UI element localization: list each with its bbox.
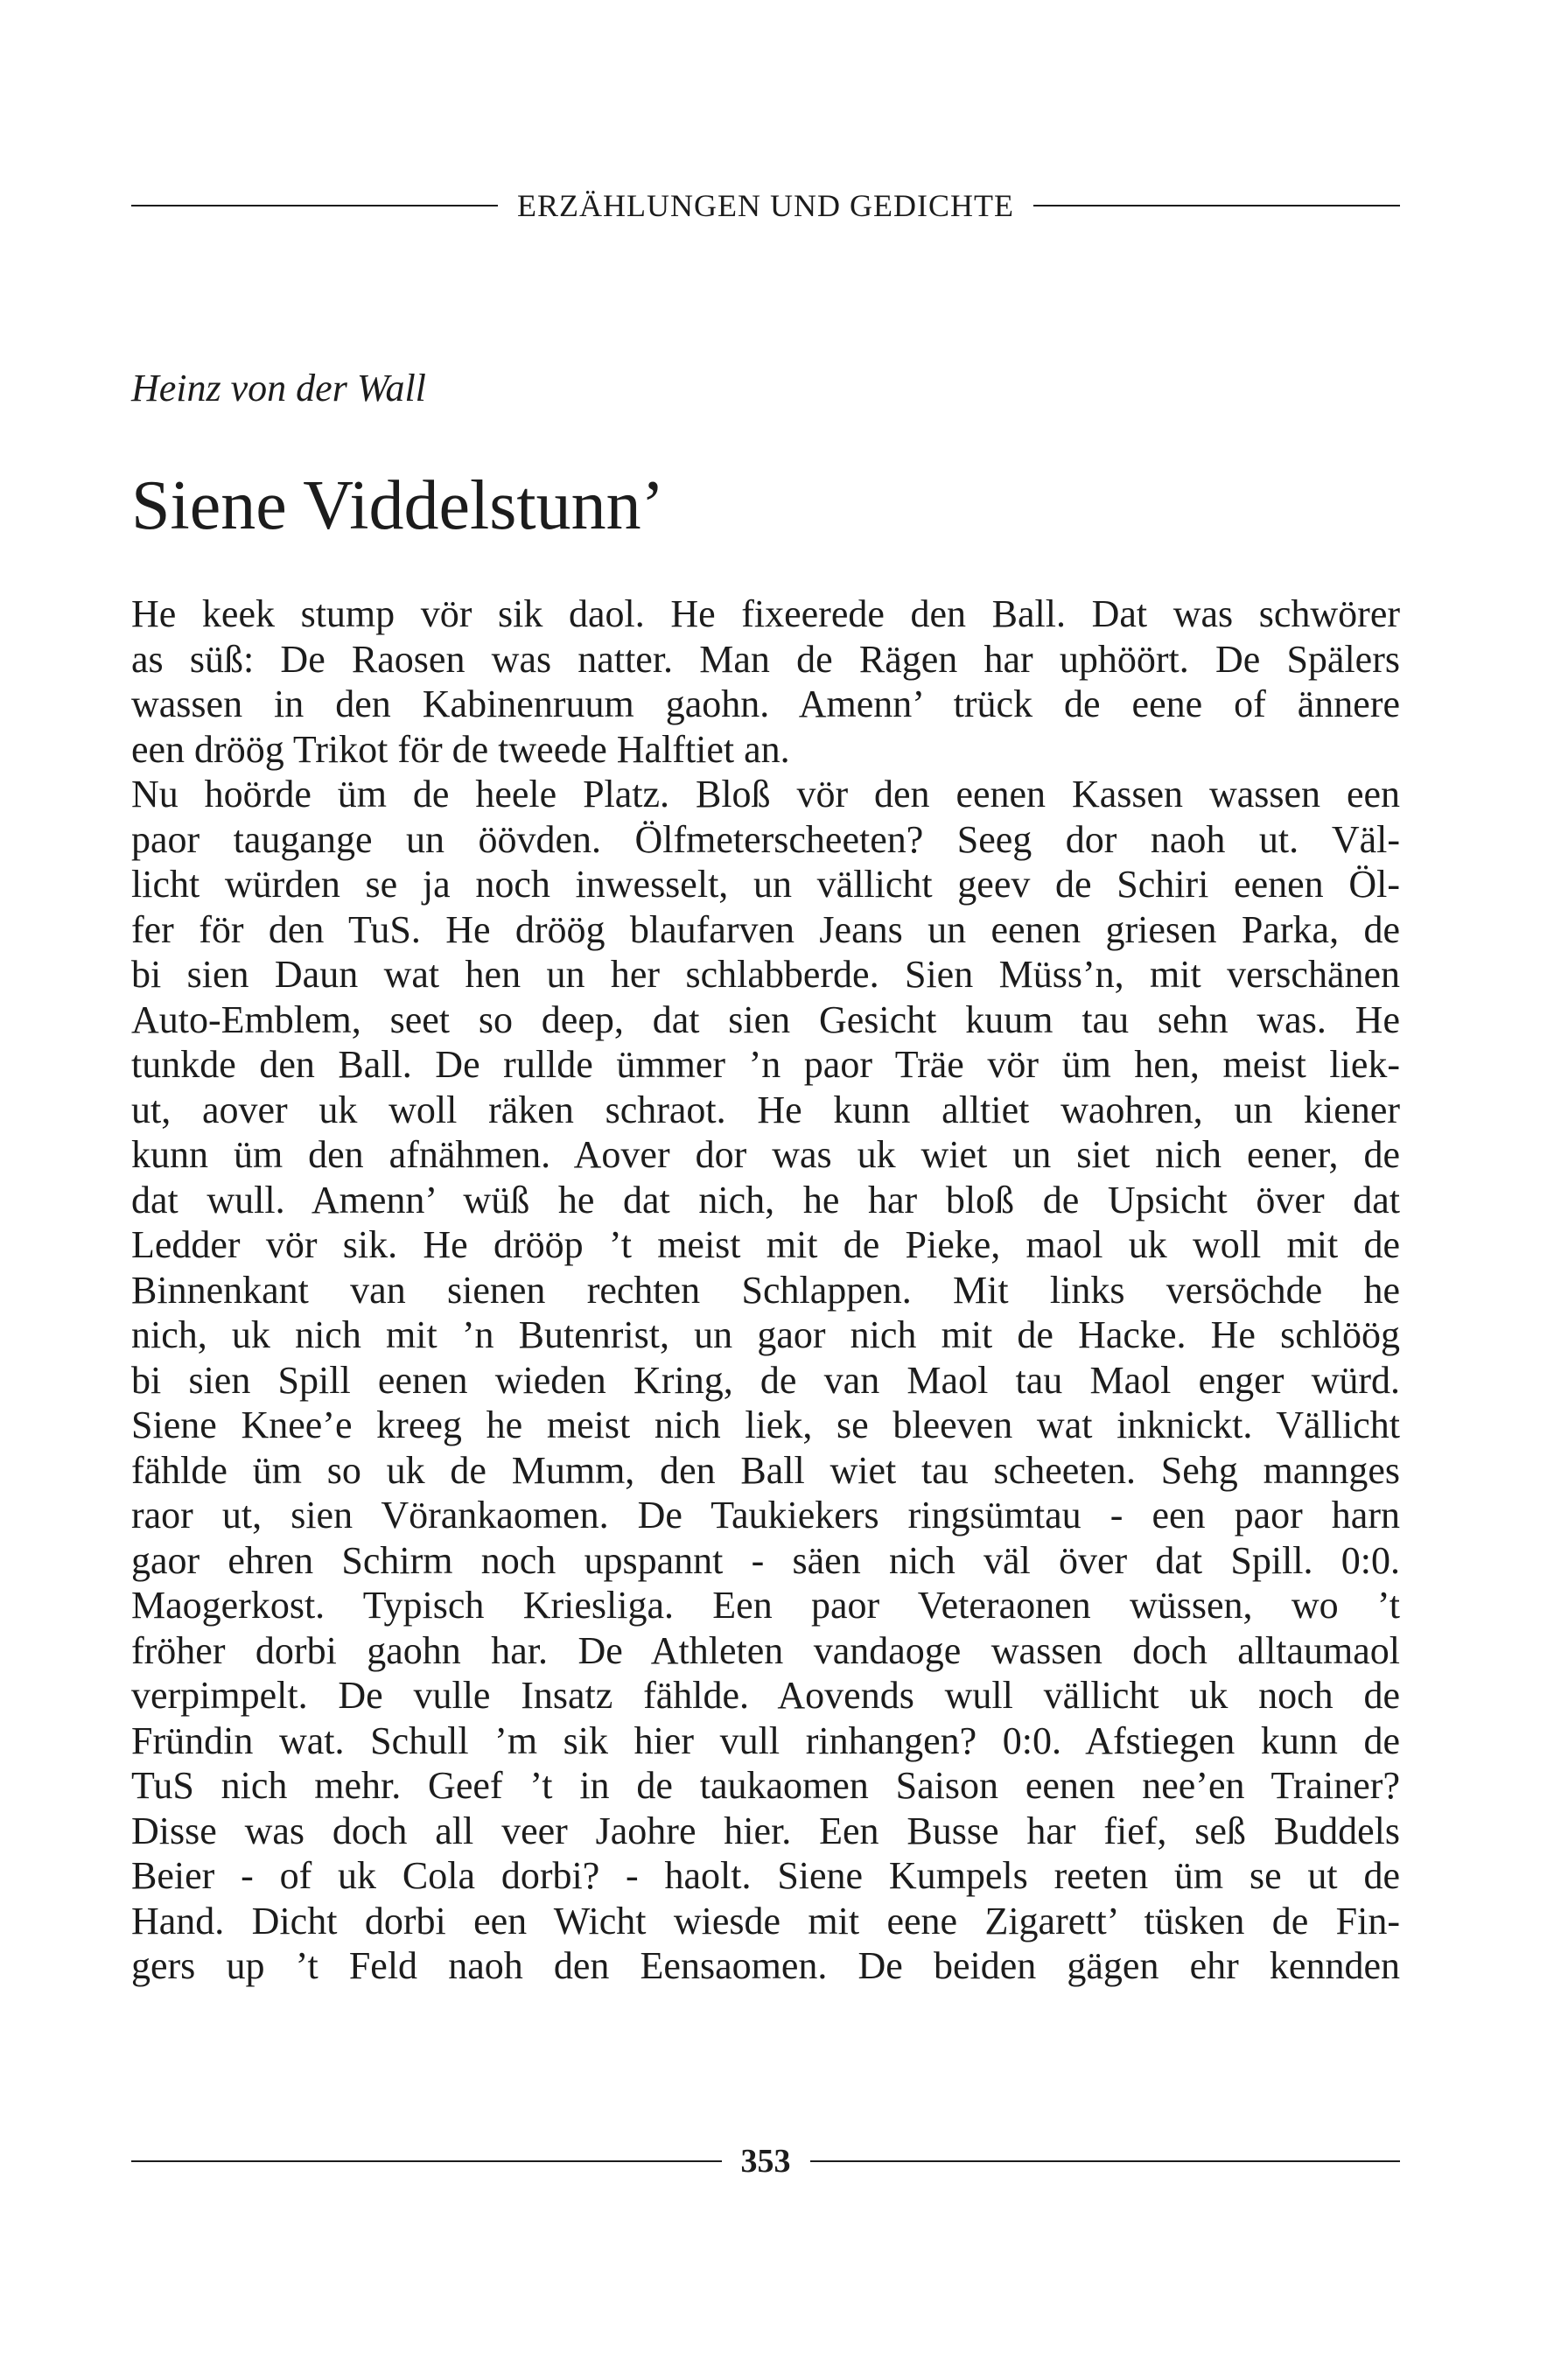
text-line: Auto-Emblem, seet so deep, dat sien Gesicht kuum tau sehn was. He <box>131 998 1400 1041</box>
text-line: Maogerkost. Typisch Kriesliga. Een paor Veteraonen wüssen, wo ’t <box>131 1584 1400 1627</box>
text-line: Fründin wat. Schull ’m sik hier vull rinhangen? 0:0. Afstiegen kunn de <box>131 1718 1400 1762</box>
footer-rule-right <box>810 2160 1401 2162</box>
text-line: paor taugange un öövden. Ölfmeterscheeten? Seeg dor naoh ut. Väl- <box>131 817 1400 861</box>
text-line: Ledder vör sik. He drööp ’t meist mit de Pieke, maol uk woll mit de <box>131 1223 1400 1266</box>
text-line: gers up ’t Feld naoh den Eensaomen. De beiden gägen ehr kennden <box>131 1944 1400 1987</box>
text-line: kunn üm den afnähmen. Aover dor was uk wiet un siet nich eener, de <box>131 1133 1400 1176</box>
running-head-rule-right <box>1033 205 1400 206</box>
story-body <box>131 592 1400 1989</box>
text-line: Siene Knee’e kreeg he meist nich liek, se bleeven wat inknickt. Vällicht <box>131 1404 1400 1446</box>
text-line: raor ut, sien Vörankaomen. De Taukiekers ringsümtau - een paor harn <box>131 1494 1400 1536</box>
text-line: tunkde den Ball. De rullde ümmer ’n paor Träe vör üm hen, meist liek- <box>131 1043 1400 1086</box>
text-line: Hand. Dicht dorbi een Wicht wiesde mit eene Zigarett’ tüsken de Fin- <box>131 1899 1400 1942</box>
text-line: verpimpelt. De vulle Insatz fählde. Aovends wull vällicht uk noch de <box>131 1674 1400 1717</box>
story-title: Siene Viddelstunn’ <box>131 467 665 544</box>
text-line: een dröög Trikot för de tweede Halftiet an. <box>131 727 790 771</box>
text-line: Disse was doch all veer Jaohre hier. Een Busse har fief, seß Buddels <box>131 1809 1400 1852</box>
text-line: Binnenkant van sienen rechten Schlappen. Mit links versöchde he <box>131 1268 1400 1312</box>
text-line: wassen in den Kabinenruum gaohn. Amenn’ trück de eene of ännere <box>131 682 1400 725</box>
running-head-rule-left <box>131 205 498 206</box>
text-line: bi sien Spill eenen wieden Kring, de van Maol tau Maol enger würd. <box>131 1358 1400 1402</box>
text-line: dat wull. Amenn’ wüß he dat nich, he har bloß de Upsicht över dat <box>131 1178 1400 1222</box>
text-line: gaor ehren Schirm noch upspannt - säen nich väl över dat Spill. 0:0. <box>131 1538 1400 1582</box>
text-line: fröher dorbi gaohn har. De Athleten vandaoge wassen doch alltaumaol <box>131 1628 1400 1672</box>
page-footer <box>131 2135 1400 2188</box>
text-line: TuS nich mehr. Geef ’t in de taukaomen Saison eenen nee’en Trainer? <box>131 1764 1400 1807</box>
text-line: Nu hoörde üm de heele Platz. Bloß vör den eenen Kassen wassen een <box>131 773 1400 816</box>
author-name: Heinz von der Wall <box>131 367 426 410</box>
footer-rule-left <box>131 2160 722 2162</box>
text-line: fählde üm so uk de Mumm, den Ball wiet tau scheeten. Sehg mannges <box>131 1448 1400 1492</box>
text-line: bi sien Daun wat hen un her schlabberde. Sien Müss’n, mit verschänen <box>131 953 1400 996</box>
text-line: Beier - of uk Cola dorbi? - haolt. Siene Kumpels reeten üm se ut de <box>131 1854 1400 1897</box>
text-line: He keek stump vör sik daol. He fixeerede den Ball. Dat was schwörer <box>131 592 1400 635</box>
page-number: 353 <box>740 2143 791 2180</box>
text-line: fer för den TuS. He dröög blaufarven Jeans un eenen griesen Parka, de <box>131 907 1400 951</box>
text-line: as süß: De Raosen was natter. Man de Rägen har uphöört. De Spälers <box>131 637 1400 681</box>
text-line: nich, uk nich mit ’n Butenrist, un gaor nich mit de Hacke. He schlöög <box>131 1313 1400 1356</box>
running-head-text: ERZÄHLUNGEN UND GEDICHTE <box>517 188 1014 223</box>
running-head <box>131 179 1400 232</box>
text-line: ut, aover uk woll räken schraot. He kunn alltiet waohren, un kiener <box>131 1088 1400 1131</box>
text-line: licht würden se ja noch inwesselt, un vällicht geev de Schiri eenen Öl- <box>131 863 1400 906</box>
